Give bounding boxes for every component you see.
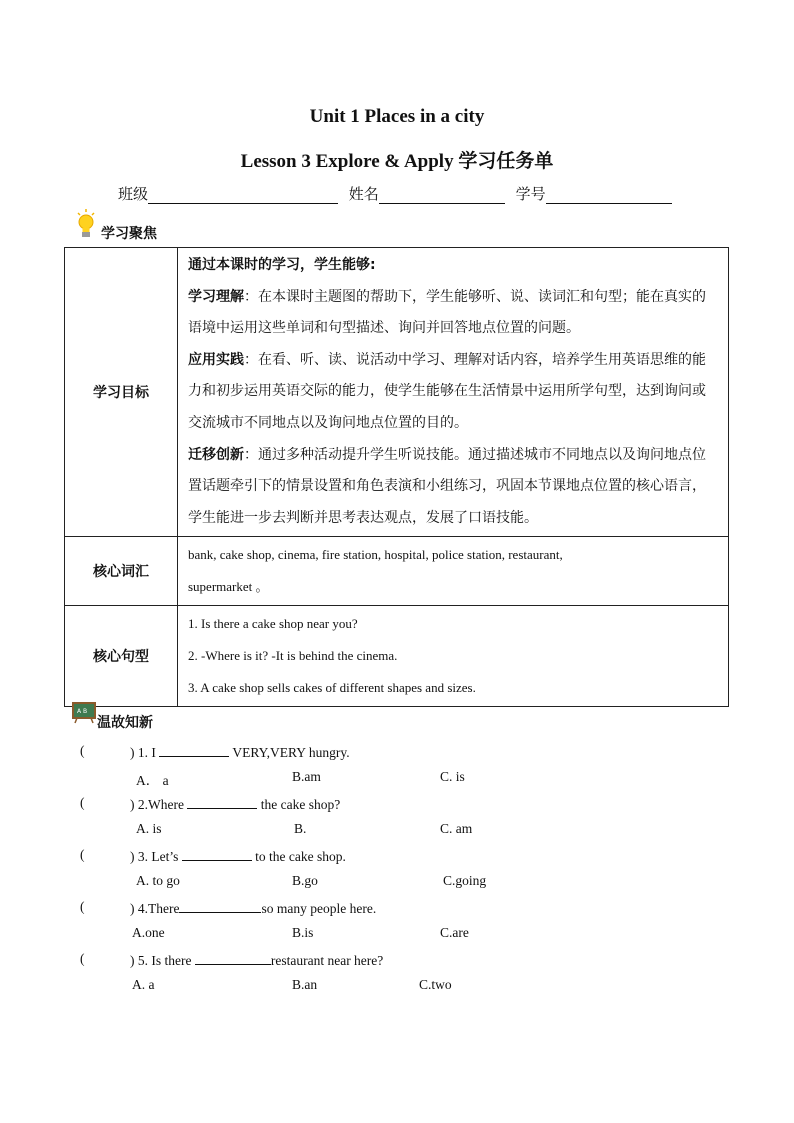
question-5-paren: ( xyxy=(80,951,85,966)
option-c[interactable]: C.going xyxy=(443,873,487,888)
sentence-content xyxy=(178,606,729,707)
option-a[interactable]: A． a xyxy=(136,773,169,788)
question-1: ) 1. I VERY,VERY hungry. xyxy=(130,745,350,760)
answer-blank[interactable] xyxy=(187,795,257,809)
sentence-item: 2. -Where is it? -It is behind the cinema. xyxy=(188,648,398,664)
option-b[interactable]: B.is xyxy=(292,925,314,940)
student-id-field[interactable] xyxy=(546,187,672,204)
sentence-label: 核心句型 xyxy=(65,606,178,707)
option-c[interactable]: C.are xyxy=(440,925,469,940)
question-1-paren: ( xyxy=(80,743,85,758)
option-c[interactable]: C.two xyxy=(419,977,452,992)
vocab-row xyxy=(65,537,729,606)
name-field[interactable] xyxy=(379,187,505,204)
option-a[interactable]: A. is xyxy=(136,821,162,836)
goal-item: 学习理解：在本课时主题图的帮助下，学生能够听、说、读词汇和句型；能在真实的语境中运用这些单词和句型描述、询问并回答地点位置的问题。 xyxy=(188,288,706,337)
option-c[interactable]: C. is xyxy=(440,769,465,784)
review-heading: 温故知新 xyxy=(97,715,153,731)
vocab-line: supermarket 。 xyxy=(188,579,269,595)
lesson-title: Lesson 3 Explore & Apply 学习任务单 xyxy=(240,151,554,172)
option-a[interactable]: A. a xyxy=(132,977,155,992)
goals-intro: 通过本课时的学习，学生能够: xyxy=(188,257,376,273)
answer-blank[interactable] xyxy=(159,743,229,757)
goal-item: 迁移创新：通过多种活动提升学生听说技能。通过描述城市不同地点以及询问地点位置话题牵引下的情景设置和角色表演和小组练习，巩固本节课地点位置的核心语言，学生能进一步去判断并思考表达观点，发展了口语技能。 xyxy=(188,446,706,526)
question-5: ) 5. Is there restaurant near here? xyxy=(130,953,384,968)
option-c[interactable]: C. am xyxy=(440,821,473,836)
answer-blank[interactable] xyxy=(179,899,261,913)
option-b[interactable]: B.am xyxy=(292,769,321,784)
question-2: ) 2.Where the cake shop? xyxy=(130,797,341,812)
sentence-item: 1. Is there a cake shop near you? xyxy=(188,616,358,632)
answer-blank[interactable] xyxy=(195,951,271,965)
lightbulb-icon xyxy=(76,209,96,243)
student-id-label: 学号 xyxy=(515,185,546,203)
learning-focus-table xyxy=(64,247,729,707)
name-label: 姓名 xyxy=(348,185,379,203)
sentence-item: 3. A cake shop sells cakes of different shapes and sizes. xyxy=(188,680,476,696)
question-3: ) 3. Let’s to the cake shop. xyxy=(130,849,346,864)
option-b[interactable]: B. xyxy=(294,821,307,836)
sentence-row xyxy=(65,606,729,707)
student-info-line xyxy=(118,183,672,204)
vocab-line: bank, cake shop, cinema, fire station, hospital, police station, restaurant, xyxy=(188,547,563,563)
vocab-label: 核心词汇 xyxy=(65,537,178,606)
question-4: ) 4.There so many people here. xyxy=(130,901,377,916)
vocab-content xyxy=(178,537,729,606)
class-label: 班级 xyxy=(118,185,149,203)
chalkboard-icon xyxy=(72,702,96,728)
unit-title: Unit 1 Places in a city xyxy=(309,106,485,127)
question-4-paren: ( xyxy=(80,899,85,914)
goal-item: 应用实践：在看、听、读、说活动中学习、理解对话内容，培养学生用英语思维的能力和初步运用英语交际的能力，使学生能够在生活情景中运用所学句型，达到询问或交流城市不同地点以及询问地点位置的目的。 xyxy=(188,351,706,431)
question-3-paren: ( xyxy=(80,847,85,862)
option-b[interactable]: B.go xyxy=(292,873,318,888)
goals-label: 学习目标 xyxy=(65,248,178,537)
option-b[interactable]: B.an xyxy=(292,977,318,992)
answer-blank[interactable] xyxy=(182,847,252,861)
question-2-paren: ( xyxy=(80,795,85,810)
goals-content xyxy=(178,248,729,537)
option-a[interactable]: A. to go xyxy=(136,873,180,888)
option-a[interactable]: A.one xyxy=(132,925,165,940)
goals-row xyxy=(65,248,729,537)
svg-text:A B: A B xyxy=(77,708,88,715)
focus-heading: 学习聚焦 xyxy=(101,226,157,242)
class-field[interactable] xyxy=(148,187,338,204)
